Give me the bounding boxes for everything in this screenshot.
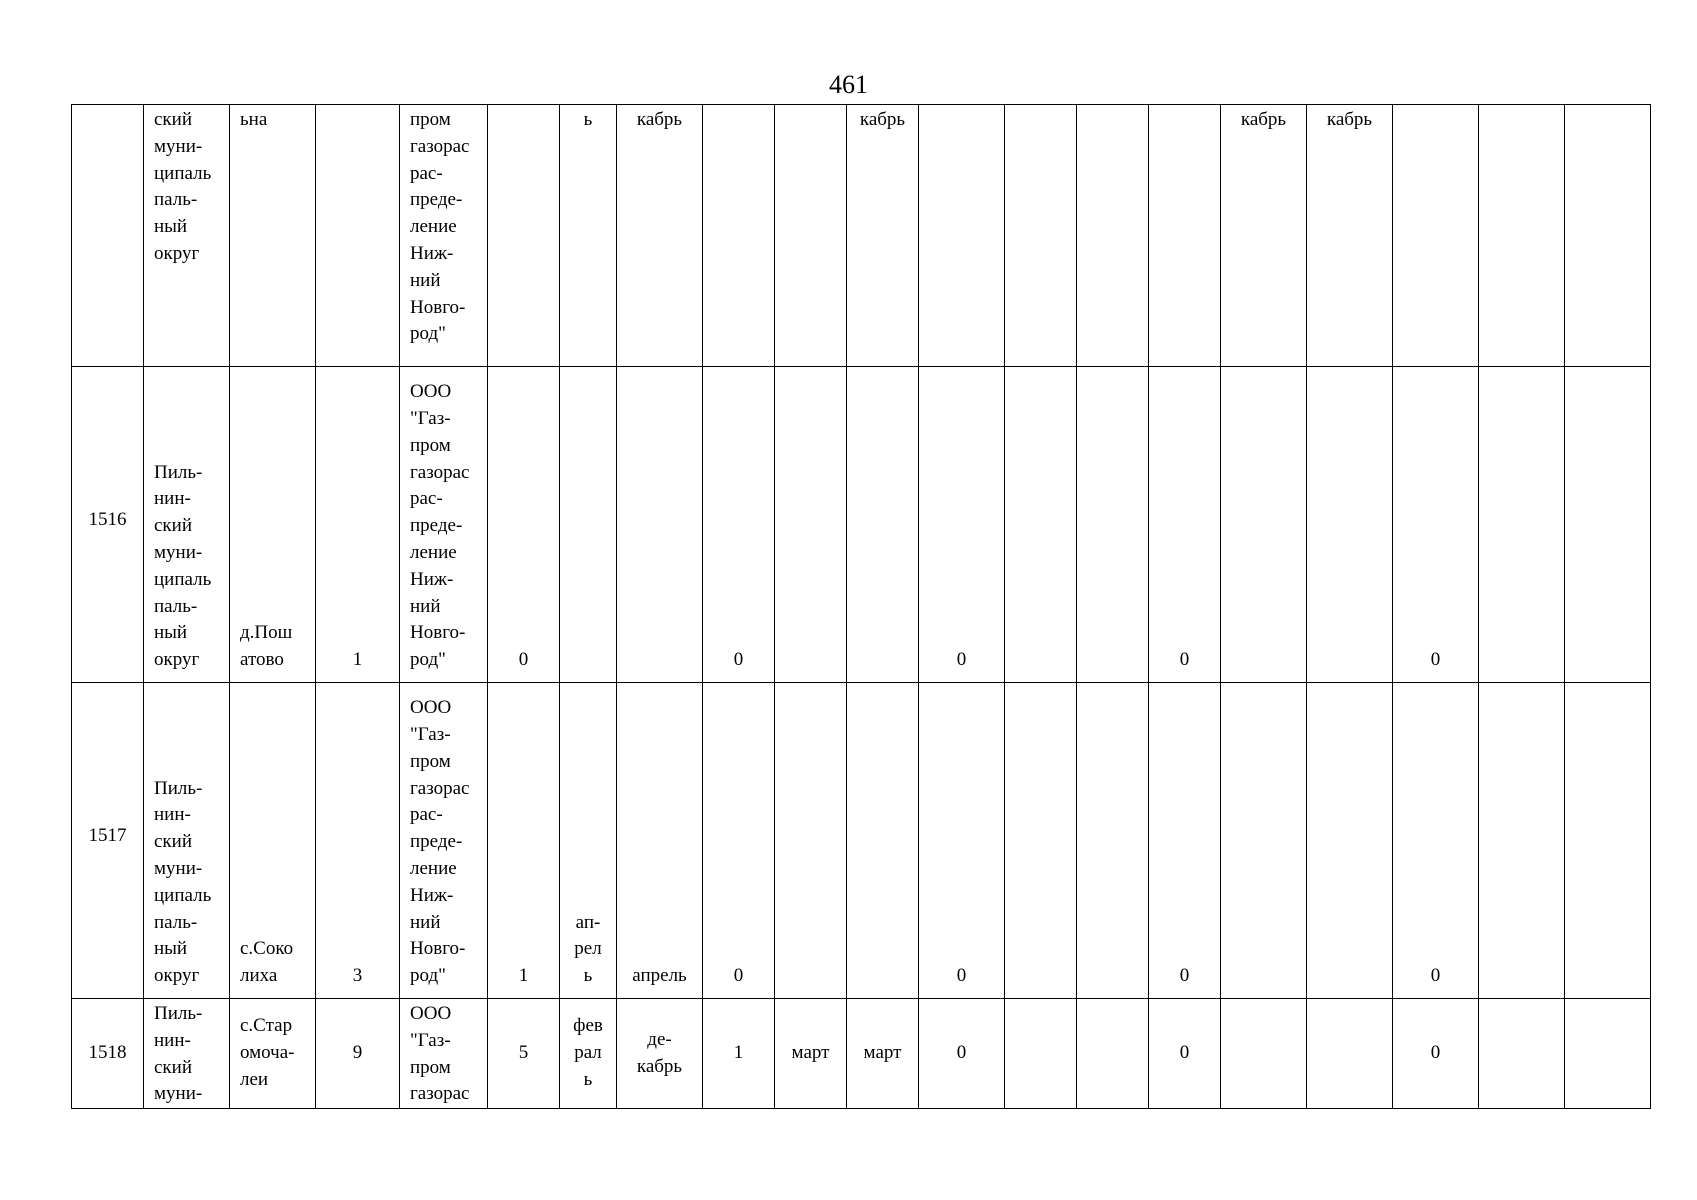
cell-text: ап- рел ь — [574, 911, 602, 987]
table-cell — [316, 999, 400, 1109]
cell-text: апрель — [632, 965, 687, 987]
table-cell — [775, 999, 847, 1109]
table-cell — [560, 105, 617, 367]
table-cell — [1393, 999, 1479, 1109]
table-cell — [1149, 999, 1221, 1109]
table-cell — [316, 367, 400, 683]
cell-text: 0 — [1179, 649, 1190, 671]
table-cell — [1077, 105, 1149, 367]
cell-text: 1 — [518, 965, 529, 987]
table-cell — [1149, 683, 1221, 999]
cell-text: 0 — [1430, 1042, 1441, 1064]
table-cell — [1393, 367, 1479, 683]
cell-text: 0 — [518, 649, 529, 671]
cell-text: март — [863, 1042, 902, 1064]
table-cell — [919, 105, 1005, 367]
table-cell — [703, 367, 775, 683]
cell-text: 0 — [956, 649, 967, 671]
table-cell — [144, 367, 230, 683]
cell-text: март — [791, 1042, 830, 1064]
table-cell — [560, 683, 617, 999]
cell-text: кабрь — [859, 109, 906, 130]
table-cell — [488, 105, 560, 367]
table-cell — [1479, 999, 1565, 1109]
table-cell — [1221, 105, 1307, 367]
table-cell — [1005, 999, 1077, 1109]
table-cell — [72, 683, 144, 999]
table-cell — [400, 999, 488, 1109]
page-number: 461 — [829, 70, 868, 99]
table-cell — [1077, 999, 1149, 1109]
table-cell — [144, 999, 230, 1109]
cell-text: 1 — [352, 649, 363, 671]
cell-text: 1518 — [88, 1042, 127, 1064]
table-cell — [1077, 367, 1149, 683]
table-cell — [1005, 683, 1077, 999]
cell-text: фев рал ь — [573, 1015, 603, 1090]
table-cell — [1393, 683, 1479, 999]
table-cell — [1307, 105, 1393, 367]
table-cell — [72, 999, 144, 1109]
table-cell — [316, 105, 400, 367]
table-cell — [230, 999, 316, 1109]
table-cell — [703, 105, 775, 367]
table-cell — [1479, 367, 1565, 683]
table-cell — [72, 105, 144, 367]
cell-text: Пиль- нин- ский муни- ципаль паль- ный округ — [154, 461, 212, 671]
table-cell — [919, 367, 1005, 683]
table-cell — [1005, 105, 1077, 367]
table-cell — [847, 105, 919, 367]
cell-text: ООО "Газ- пром газорас рас- преде- ление Ниж- ний Новго- род" — [410, 381, 470, 671]
cell-text: ский муни- ципаль паль- ный округ — [154, 109, 212, 264]
cell-text: пром газорас рас- преде- ление Ниж- ний Новго- род" — [410, 109, 470, 345]
table-cell — [775, 367, 847, 683]
table-cell — [1221, 683, 1307, 999]
cell-text: Пиль- нин- ский муни- ципаль паль- ный округ — [154, 777, 212, 987]
table-cell — [1221, 999, 1307, 1109]
table-cell — [1393, 105, 1479, 367]
table-cell — [1479, 683, 1565, 999]
table-cell — [144, 683, 230, 999]
cell-text: 0 — [1179, 1042, 1190, 1064]
table-cell — [230, 683, 316, 999]
table-cell — [488, 367, 560, 683]
cell-text: ООО "Газ- пром газорас — [410, 1003, 470, 1105]
cell-text: 1516 — [88, 509, 127, 531]
table-cell — [919, 683, 1005, 999]
table-cell — [919, 999, 1005, 1109]
data-table — [71, 104, 1651, 1109]
cell-text: де- кабрь — [636, 1028, 683, 1077]
table-cell — [617, 105, 703, 367]
table-cell — [1565, 367, 1651, 683]
cell-text: 0 — [1430, 649, 1441, 671]
cell-text: 0 — [956, 1042, 967, 1064]
table-row — [72, 105, 1651, 367]
table-cell — [617, 999, 703, 1109]
cell-text: ь — [583, 109, 593, 130]
table-cell — [1149, 105, 1221, 367]
cell-text: 3 — [352, 965, 363, 987]
cell-text: 0 — [956, 965, 967, 987]
cell-text: 0 — [1430, 965, 1441, 987]
cell-text: 1517 — [88, 825, 127, 847]
table-cell — [1149, 367, 1221, 683]
cell-text: 9 — [352, 1042, 363, 1064]
table-cell — [1307, 683, 1393, 999]
cell-text: кабрь — [1240, 109, 1287, 130]
table-cell — [703, 683, 775, 999]
cell-text: ООО "Газ- пром газорас рас- преде- ление Ниж- ний Новго- род" — [410, 697, 470, 987]
cell-text: 0 — [1179, 965, 1190, 987]
table-cell — [316, 683, 400, 999]
table-cell — [488, 999, 560, 1109]
cell-text: кабрь — [636, 109, 683, 130]
table-cell — [1077, 683, 1149, 999]
table-row — [72, 683, 1651, 999]
cell-text: кабрь — [1326, 109, 1373, 130]
table-cell — [560, 999, 617, 1109]
table-cell — [560, 367, 617, 683]
table-cell — [1307, 999, 1393, 1109]
table-cell — [72, 367, 144, 683]
table-cell — [1565, 683, 1651, 999]
table-cell — [775, 105, 847, 367]
table-cell — [488, 683, 560, 999]
table-cell — [775, 683, 847, 999]
cell-text: 0 — [733, 965, 744, 987]
cell-text: с.Стар омоча- леи — [240, 1015, 295, 1090]
cell-text: ьна — [240, 109, 268, 130]
cell-text: 1 — [733, 1042, 744, 1064]
table-cell — [1565, 999, 1651, 1109]
table-cell — [1005, 367, 1077, 683]
table-cell — [1307, 367, 1393, 683]
cell-text: с.Соко лиха — [240, 938, 294, 987]
table-cell — [400, 683, 488, 999]
cell-text: д.Пош атово — [240, 622, 293, 671]
cell-text: 5 — [518, 1042, 529, 1064]
table-cell — [400, 367, 488, 683]
table-cell — [617, 683, 703, 999]
table-cell — [1221, 367, 1307, 683]
table-cell — [400, 105, 488, 367]
table-cell — [1565, 105, 1651, 367]
table-cell — [847, 367, 919, 683]
table-cell — [230, 105, 316, 367]
table-cell — [230, 367, 316, 683]
cell-text: Пиль- нин- ский муни- — [154, 1003, 203, 1105]
table-cell — [1479, 105, 1565, 367]
table-cell — [144, 105, 230, 367]
table-cell — [617, 367, 703, 683]
table-cell — [847, 999, 919, 1109]
cell-text: 0 — [733, 649, 744, 671]
table-row — [72, 367, 1651, 683]
table-cell — [847, 683, 919, 999]
table-cell — [703, 999, 775, 1109]
table-row — [72, 999, 1651, 1109]
